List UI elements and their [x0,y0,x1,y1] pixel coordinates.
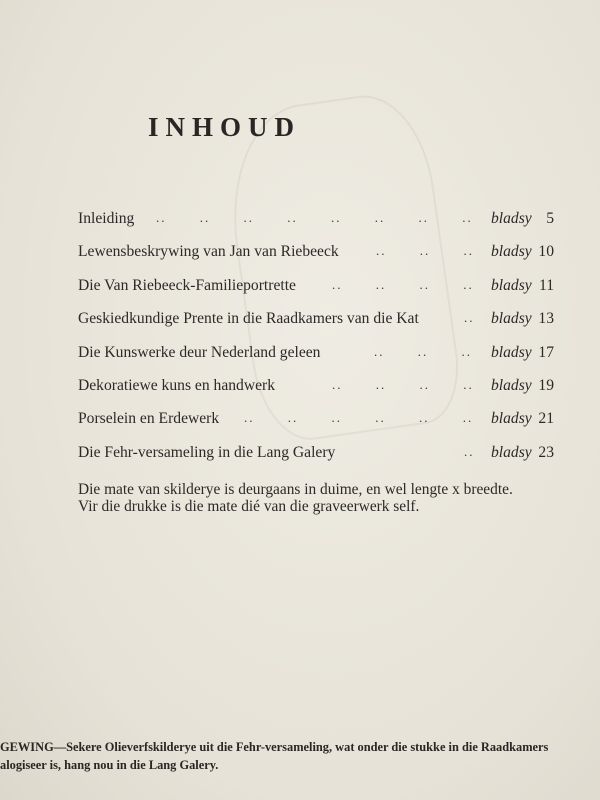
toc-entry [78,310,558,343]
page-label: bladsy [491,343,532,361]
toc-entry [78,377,558,410]
toc-entry-title: Lewensbeskrywing van Jan van Riebeeck [78,243,339,261]
note-line: Vir die drukke is die mate dié van die graveerwerk self. [78,498,420,515]
measurement-note [78,481,578,515]
toc-entry [78,410,558,443]
toc-leader-dots: .. .. .. .. [332,376,474,392]
toc-leader-dots: .. .. .. .. .. .. .. .. [156,210,473,225]
toc-entry-title: Inleiding [78,210,135,227]
toc-leader-dots: .. .. .. [376,243,474,259]
table-of-contents [78,210,558,477]
toc-entry-title: Die Van Riebeeck-Familieportrette [78,276,296,294]
page-label: bladsy [491,310,532,328]
footer-line: alogiseer is, hang nou in die Lang Galery. [0,758,219,772]
toc-entry [78,243,558,276]
footer-line: GEWING—Sekere Olieverfskilderye uit die Fehr-versameling, wat onder die stukke in die Raadkamers [0,740,549,754]
toc-entry [78,344,558,377]
page-title: INHOUD [148,112,302,142]
toc-page-number: 17 [538,343,554,361]
toc-entry-title: Die Fehr-versameling in die Lang Galery [78,443,336,461]
toc-leader-dots: .. [464,310,475,326]
toc-leader-dots: .. .. .. .. [332,276,474,292]
toc-entry [78,444,558,477]
toc-entry-title: Geskiedkundige Prente in die Raadkamers van die Kat [78,310,419,328]
toc-page-number: 13 [538,310,554,328]
page-label: bladsy [491,210,532,227]
toc-entry-title: Die Kunswerke deur Nederland geleen [78,343,321,361]
page-label: bladsy [491,410,532,428]
toc-leader-dots: .. [464,443,475,459]
toc-page-number: 23 [538,443,554,461]
toc-page-number: 21 [538,410,554,428]
footer-notice [0,738,600,774]
page-label: bladsy [491,276,532,294]
page-label: bladsy [491,376,532,394]
toc-leader-dots: .. .. .. [374,343,472,359]
note-line: Die mate van skilderye is deurgaans in duime, en wel lengte x breedte. [78,481,513,498]
toc-entry [78,210,558,243]
toc-page-number: 11 [538,276,554,294]
toc-page-number: 19 [538,376,554,394]
toc-entry-title: Dekoratiewe kuns en handwerk [78,376,276,394]
toc-leader-dots: .. .. .. .. .. .. [244,410,474,426]
toc-entry [78,277,558,310]
page-label: bladsy [491,443,532,461]
toc-page-number: 10 [538,243,554,261]
toc-entry-title: Porselein en Erdewerk [78,410,220,428]
page-label: bladsy [491,243,532,261]
toc-page-number: 5 [546,210,554,227]
